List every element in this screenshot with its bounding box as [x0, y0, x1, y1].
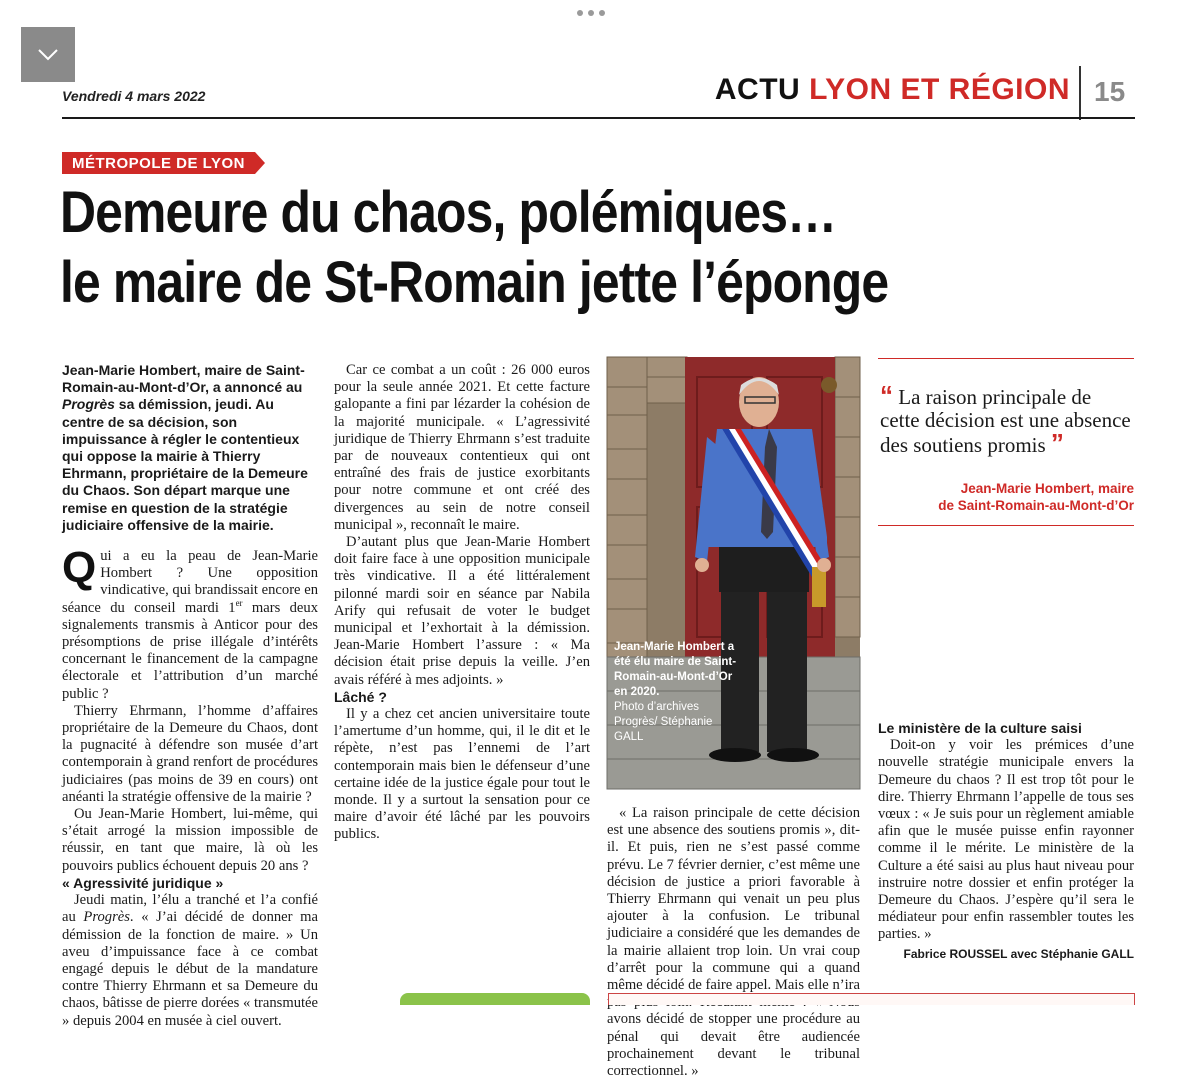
quote-rule-top: [878, 358, 1134, 359]
paragraph-3: Ou Jean-Marie Hombert, lui-même, qui s’était arrogé la mission impossible de réussir, en tant que maire, là où les pouvoirs publics échouent depuis 20 ans ?: [62, 806, 318, 874]
article-column-1: [62, 362, 318, 1030]
section-header: [715, 73, 1070, 107]
article-kicker: MÉTROPOLE DE LYON: [62, 152, 255, 174]
section-prefix: ACTU: [714, 73, 801, 106]
menu-toggle-button[interactable]: [21, 27, 75, 82]
more-options-dots[interactable]: [577, 10, 627, 24]
paragraph-1: Qui a eu la peau de Jean-Marie Hombert ? Une opposition vindicative, qui brandissait encore en séance du conseil mardi 1er mars deux signalements transmis à Anticor pour des présomptions de prise illégale d’intérêts concernant le financement de la campagne électorale et l’attribution d’un marché public ?: [62, 543, 318, 702]
header-rule: [62, 117, 1135, 119]
paragraph-4: Jeudi matin, l’élu a tranché et l’a confié au Progrès. « J’ai décidé de donner ma démission de la fonction de maire. » Un aveu d’impuissance face à ce combat engagé depuis le début de la mandature contre Thierry Ehrmann et sa Demeure du chaos, bâtisse de pierre dorées « transmutée » depuis 2004 en musée à ciel ouvert.: [62, 892, 318, 1029]
subhead-lache: Lâché ?: [334, 688, 387, 705]
next-article-tab[interactable]: [400, 993, 590, 1005]
pull-quote: [878, 358, 1134, 526]
photo-credit: Photo d’archives Progrès/ Stéphanie GALL: [614, 701, 713, 743]
paragraph-7: Il y a chez cet ancien universitaire toute l’amertume d’un homme, qui, il le dit et le répète, n’est pas l’ennemi de l’art contemporain mais bien le défenseur d’une certaine idée de la justice égale pour tout le monde. Il y a surtout la sensation pour ce maire d’avoir été lâché par les pouvoirs publics.: [334, 706, 590, 843]
paragraph-6: D’autant plus que Jean-Marie Hombert doit faire face à une opposition municipale très vindicative. Il a été littéralement pilonné mardi soir en séance par Nabila Arify qui refusait de voter le budget municipal et l’exhortait à la démission. Jean-Marie Hombert l’assure : « Ma décision était prise depuis la veille. J’en avais référé à mes adjoints. »: [334, 534, 590, 688]
article-byline: Fabrice ROUSSEL avec Stéphanie GALL: [903, 947, 1134, 961]
open-quote-mark: “: [880, 380, 893, 410]
article-column-2: [334, 362, 590, 844]
quote-text: “ La raison principale de cette décision est une absence des soutiens promis ”: [880, 380, 1131, 458]
quote-rule-bottom: [878, 525, 1134, 526]
drop-cap: Q: [62, 543, 97, 593]
article-lede: Jean-Marie Hombert, maire de Saint-Romain-au-Mont-d’Or, a annoncé au Progrès sa démission, jeudi. Au centre de sa décision, son impuissance à régler le contentieux qui oppose la mairie à Thierry Ehrmann, propriétaire de la Demeure du Chaos. Son départ marque une remise en question de la stratégie judiciaire offensive de la mairie.: [62, 362, 308, 533]
issue-date: Vendredi 4 mars 2022: [62, 88, 206, 104]
close-quote-mark: ”: [1050, 428, 1064, 458]
chevron-down-icon: [37, 48, 59, 62]
paragraph-2: Thierry Ehrmann, l’homme d’affaires propriétaire de la Demeure du Chaos, dont la pugnacité à défendre son musée d’art contemporain à grand renfort de procédures judiciaires (pas moins de 39 en cours) ont anéanti la stratégie offensive de la mairie ?: [62, 702, 318, 805]
subhead-ministere: Le ministère de la culture saisi: [878, 720, 1082, 736]
quote-author: Jean-Marie Hombert, maire de Saint-Romain-au-Mont-d’Or: [938, 481, 1134, 513]
paragraph-8: « La raison principale de cette décision est une absence des soutiens promis », dit-il. Et puis, rien ne s’est passé comme prévu. Le 7 février dernier, c’est même une décision de justice a priori favorable à Thierry Ehrmann qui venait un peu plus ajouter à la confusion. Le tribunal judiciaire a considéré que les demandes de la mairie allaient trop loin. Un vrai coup d’arrêt pour la commune qui a quand même décidé de faire appel. Mais elle n’ira avons décidé de stopper une procédure au pénal qui devait être audiencée prochainement devant le tribunal correctionnel. »: [607, 805, 860, 1080]
header-divider: [1079, 66, 1081, 120]
paragraph-9: Doit-on y voir les prémices d’une nouvelle stratégie municipale envers la Demeure du chaos ? Il est trop tôt pour le dire. Thierry Ehrmann l’appelle de tous ses vœux : « Je suis pour un règlement amiable afin que le musée puisse enfin rayonner comme il le mérite. Le ministère de la Culture a été saisi au plus haut niveau pour instruire notre dossier et enfin protéger la Demeure du Chaos. J’espère qu’il sera le médiateur pour enfin rassembler toutes les parties. »: [878, 737, 1134, 943]
article-headline: [60, 178, 1006, 318]
paragraph-5: Car ce combat a un coût : 26 000 euros pour la seule année 2021. Et cette facture galopante a fini par lézarder la cohésion de la majorité municipale. « L’agressivité juridique de Thierry Ehrmann s’est traduite par de nouveaux contentieux qui ont entraîné des frais de justice exorbitants pour notre commune et ont créé des divergences au sein de notre conseil municipal », reconnaît le maire.: [334, 362, 590, 533]
headline-line-1: Demeure du chaos, polémiques…: [60, 180, 837, 245]
page-number: 15: [1094, 76, 1126, 107]
next-article-box: [608, 993, 1135, 1005]
headline-line-2: le maire de St-Romain jette l’éponge: [60, 250, 889, 315]
article-column-3: [607, 805, 860, 1080]
section-name: LYON ET RÉGION: [809, 73, 1070, 106]
caption-text: Jean-Marie Hombert a été élu maire de Saint-Romain-au-Mont-d’Or en 2020.: [614, 641, 737, 698]
subhead-agressivite: « Agressivité juridique »: [62, 874, 224, 891]
article-column-4: [878, 720, 1134, 944]
photo-caption: [614, 640, 744, 745]
